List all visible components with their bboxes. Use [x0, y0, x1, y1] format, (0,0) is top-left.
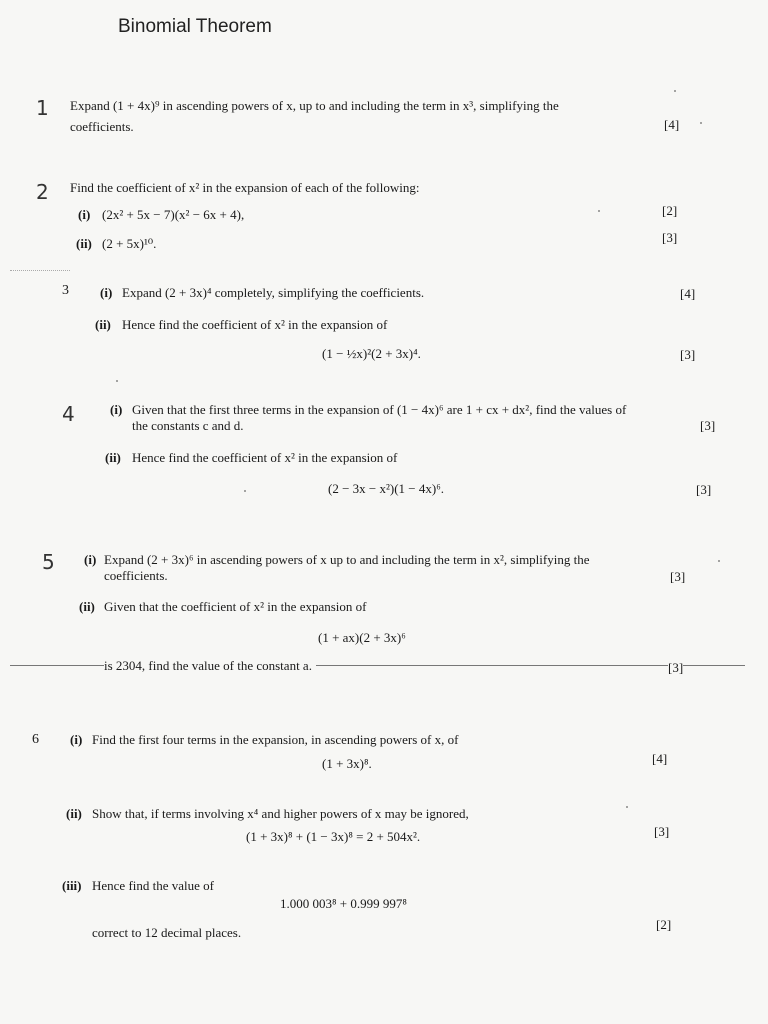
- q6-i-text: Find the first four terms in the expansion, in ascending powers of x, of: [92, 732, 459, 747]
- scan-speck: [700, 122, 702, 124]
- scan-speck: [674, 90, 676, 92]
- q5-i-label: (i): [84, 552, 97, 567]
- handwritten-number-4: 4: [62, 402, 75, 426]
- q6-ii-label: (ii): [66, 806, 82, 821]
- q6-i-expression: (1 + 3x)⁸.: [322, 756, 372, 771]
- q1-marks: [4]: [664, 117, 680, 132]
- q5-ii-text2: is 2304, find the value of the constant a.: [104, 658, 316, 674]
- q4-ii-expression: (2 − 3x − x²)(1 − 4x)⁶.: [328, 481, 444, 496]
- q6-i-label: (i): [70, 732, 83, 747]
- scan-speck: [116, 380, 118, 382]
- q6-ii-marks: [3]: [654, 824, 670, 839]
- q3-ii-marks: [3]: [680, 347, 696, 362]
- handwritten-number-2: 2: [36, 180, 49, 204]
- scan-speck: [244, 490, 246, 492]
- page-title: Binomial Theorem: [118, 16, 272, 37]
- q6-number: 6: [32, 732, 39, 747]
- q5-ii-expression: (1 + ax)(2 + 3x)⁶: [318, 630, 406, 645]
- q2-ii-label: (ii): [76, 236, 92, 251]
- q4-ii-marks: [3]: [696, 482, 712, 497]
- q3-number: 3: [62, 283, 69, 298]
- scan-mark: [10, 270, 70, 271]
- q4-i-label: (i): [110, 402, 123, 417]
- q3-ii-expression: (1 − ½x)²(2 + 3x)⁴.: [322, 346, 421, 361]
- q2-intro: Find the coefficient of x² in the expansion of each of the following:: [70, 180, 420, 195]
- q6-iii-text2: correct to 12 decimal places.: [92, 925, 242, 940]
- q2-i-label: (i): [78, 207, 91, 222]
- q5-i-marks: [3]: [670, 569, 686, 584]
- q4-i-line2: the constants c and d.: [132, 418, 244, 433]
- q6-ii-expression: (1 + 3x)⁸ + (1 − 3x)⁸ = 2 + 504x².: [246, 829, 421, 844]
- q3-i-marks: [4]: [680, 286, 696, 301]
- q2-ii-expression: (2 + 5x)¹⁰.: [102, 236, 157, 251]
- q1-text-line1: Expand (1 + 4x)⁹ in ascending powers of x, up to and including the term in x³, simplifying the: [70, 98, 559, 113]
- q6-ii-text: Show that, if terms involving x⁴ and higher powers of x may be ignored,: [92, 806, 469, 821]
- q4-ii-label: (ii): [105, 450, 121, 465]
- handwritten-number-5: 5: [42, 550, 55, 574]
- q5-i-line1: Expand (2 + 3x)⁶ in ascending powers of x up to and including the term in x², simplifying the: [104, 552, 590, 567]
- q6-i-marks: [4]: [652, 751, 668, 766]
- q2-i-expression: (2x² + 5x − 7)(x² − 6x + 4),: [102, 207, 245, 222]
- scan-speck: [718, 560, 720, 562]
- q5-i-line2: coefficients.: [104, 568, 168, 583]
- scan-speck: [626, 806, 628, 808]
- q4-ii-text: Hence find the coefficient of x² in the expansion of: [132, 450, 398, 465]
- scan-speck: [598, 210, 600, 212]
- q4-i-line1: Given that the first three terms in the expansion of (1 − 4x)⁶ are 1 + cx + dx², find the values of: [132, 402, 627, 417]
- q6-iii-marks: [2]: [656, 917, 672, 932]
- q3-ii-text: Hence find the coefficient of x² in the expansion of: [122, 317, 388, 332]
- q6-iii-label: (iii): [62, 878, 82, 893]
- q3-ii-label: (ii): [95, 317, 111, 332]
- q5-ii-text: Given that the coefficient of x² in the expansion of: [104, 599, 367, 614]
- handwritten-number-1: 1: [36, 96, 49, 120]
- q5-ii-marks: [3]: [668, 660, 684, 675]
- q6-iii-text: Hence find the value of: [92, 878, 215, 893]
- q3-i-text: Expand (2 + 3x)⁴ completely, simplifying the coefficients.: [122, 285, 425, 300]
- q2-i-marks: [2]: [662, 203, 678, 218]
- q6-iii-expression: 1.000 003⁸ + 0.999 997⁸: [280, 896, 407, 911]
- q2-ii-marks: [3]: [662, 230, 678, 245]
- q3-i-label: (i): [100, 285, 113, 300]
- q4-i-marks: [3]: [700, 418, 716, 433]
- q5-ii-label: (ii): [79, 599, 95, 614]
- q1-text-line2: coefficients.: [70, 119, 134, 134]
